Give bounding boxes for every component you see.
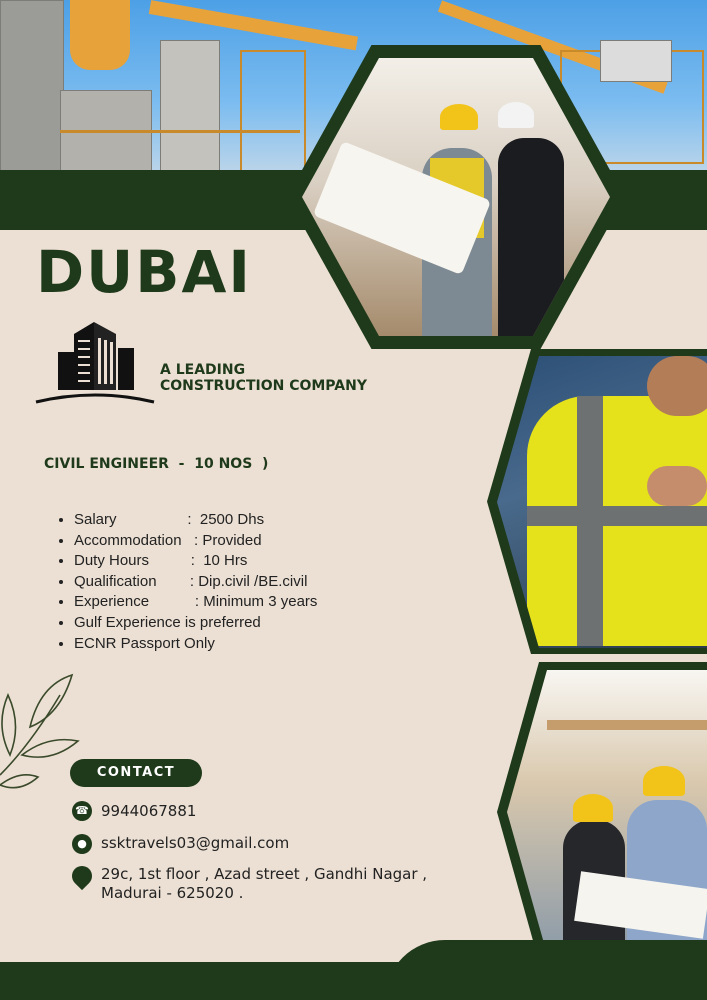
tagline-line-2: CONSTRUCTION COMPANY	[160, 378, 367, 394]
contact-label: CONTACT	[70, 759, 202, 787]
phone-icon: ☎	[72, 801, 92, 821]
detail-accommodation: • Accommodation : Provided	[74, 531, 317, 552]
globe-icon: ●	[72, 834, 92, 854]
leaf-icon	[0, 655, 80, 790]
destination-title: DUBAI	[36, 238, 252, 306]
tagline-line-1: A LEADING	[160, 362, 246, 378]
detail-duty-hours: • Duty Hours : 10 Hrs	[74, 551, 317, 572]
company-tagline	[160, 362, 367, 394]
contact-phone[interactable]: 9944067881	[101, 802, 197, 820]
detail-experience: • Experience : Minimum 3 years	[74, 592, 317, 613]
detail-qualification: • Qualification : Dip.civil /BE.civil	[74, 572, 317, 593]
detail-salary: • Salary : 2500 Dhs	[74, 510, 317, 531]
photo-worker-safety-vest	[497, 356, 707, 648]
job-details-list	[58, 510, 317, 654]
location-pin-icon	[68, 862, 96, 890]
detail-gulf-experience: • Gulf Experience is preferred	[74, 613, 317, 634]
contact-email[interactable]: ssktravels03@gmail.com	[101, 834, 290, 852]
address-line-2: Madurai - 625020 .	[101, 884, 244, 902]
footer-band	[0, 962, 707, 1000]
contact-address	[101, 865, 427, 903]
building-logo-icon	[34, 308, 156, 404]
detail-passport: • ECNR Passport Only	[74, 634, 317, 655]
job-position: CIVIL ENGINEER - 10 NOS )	[44, 456, 269, 472]
photo-engineers-on-site	[507, 670, 707, 954]
address-line-1: 29c, 1st floor , Azad street , Gandhi Nagar ,	[101, 865, 428, 883]
